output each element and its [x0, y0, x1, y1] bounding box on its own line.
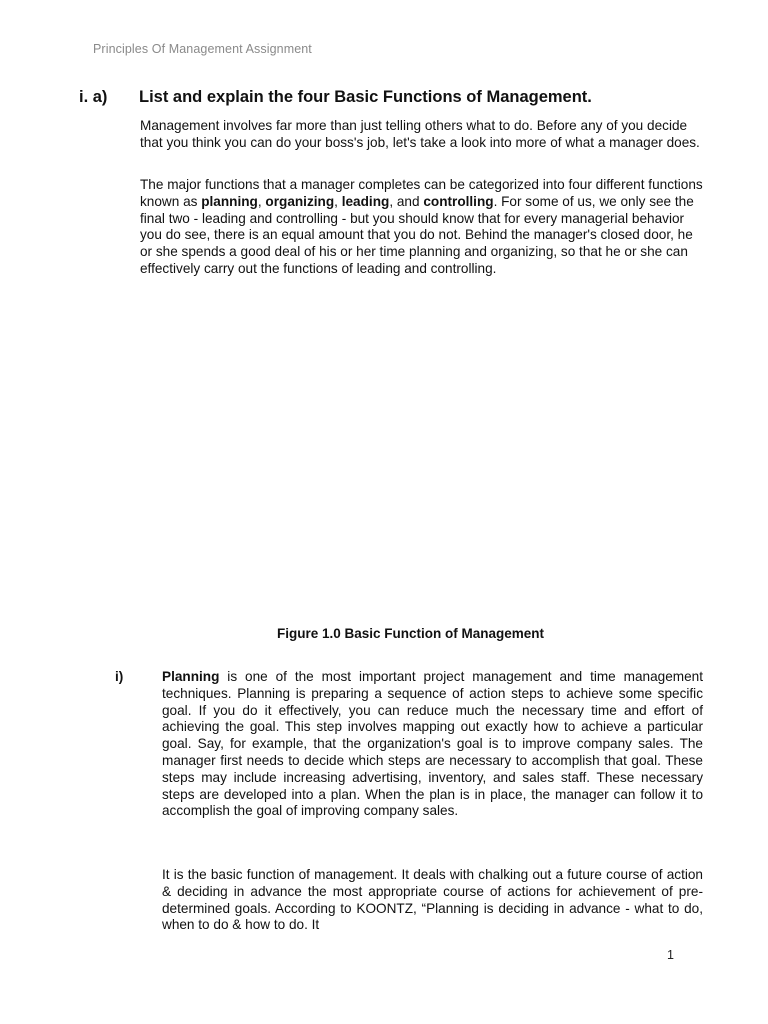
running-header: Principles Of Management Assignment — [93, 42, 312, 56]
separator: , — [334, 193, 342, 209]
term-organizing: organizing — [265, 193, 335, 209]
intro-paragraph-1: Management involves far more than just telling others what to do. Before any of you decide that you think you can do your boss's job, let's take a look into more of what a manager does. — [140, 118, 700, 150]
list-item-marker: i) — [115, 669, 124, 684]
question-title: List and explain the four Basic Functions of Management. — [139, 88, 592, 106]
separator: , — [257, 193, 266, 209]
planning-paragraph-1 — [162, 669, 703, 820]
question-number: i. a) — [79, 88, 108, 106]
term-planning: planning — [201, 193, 258, 209]
page-number: 1 — [667, 948, 674, 962]
figure-area — [140, 310, 705, 610]
intro-p2-lead: The major functions that a manager completes can be categorized into four different functions known as — [140, 177, 703, 209]
term-controlling: controlling — [423, 193, 494, 209]
planning-term: Planning — [162, 669, 220, 684]
separator: , and — [389, 193, 424, 209]
intro-paragraph-2 — [140, 177, 705, 278]
figure-caption: Figure 1.0 Basic Function of Management — [277, 626, 545, 641]
planning-p1-rest: is one of the most important project management and time management techniques. Planning is preparing a sequence of action steps to achieve some specific goal. If you do it effectively, you can reduce much the necessary time and effort of achieving the goal. This step involves mapping out exactly how to achieve a particular goal. Say, for example, that the organization's goal is to improve company sales. The manager first needs to decide which steps are necessary to accomplish that goal. These steps may include increasing advertising, inventory, and sales staff. These necessary steps are developed into a plan. When the plan is in place, the manager can follow it to accomplish the goal of improving company sales. — [162, 669, 703, 819]
planning-paragraph-2: It is the basic function of management. It deals with chalking out a future course of action & deciding in advance the most appropriate course of actions for achievement of pre-determined goals. According to KOONTZ, “Planning is deciding in advance - what to do, when to do & how to do. It — [162, 867, 703, 933]
term-leading: leading — [341, 193, 390, 209]
intro-p2-rest: . For some of us, we only see the final two - leading and controlling - but you should know that for every managerial behavior you do see, there is an equal amount that you do not. Behind the manager's closed door, he or she spends a good deal of his or her time planning and organizing, so that he or she can effectively carry out the functions of leading and controlling. — [140, 193, 694, 276]
